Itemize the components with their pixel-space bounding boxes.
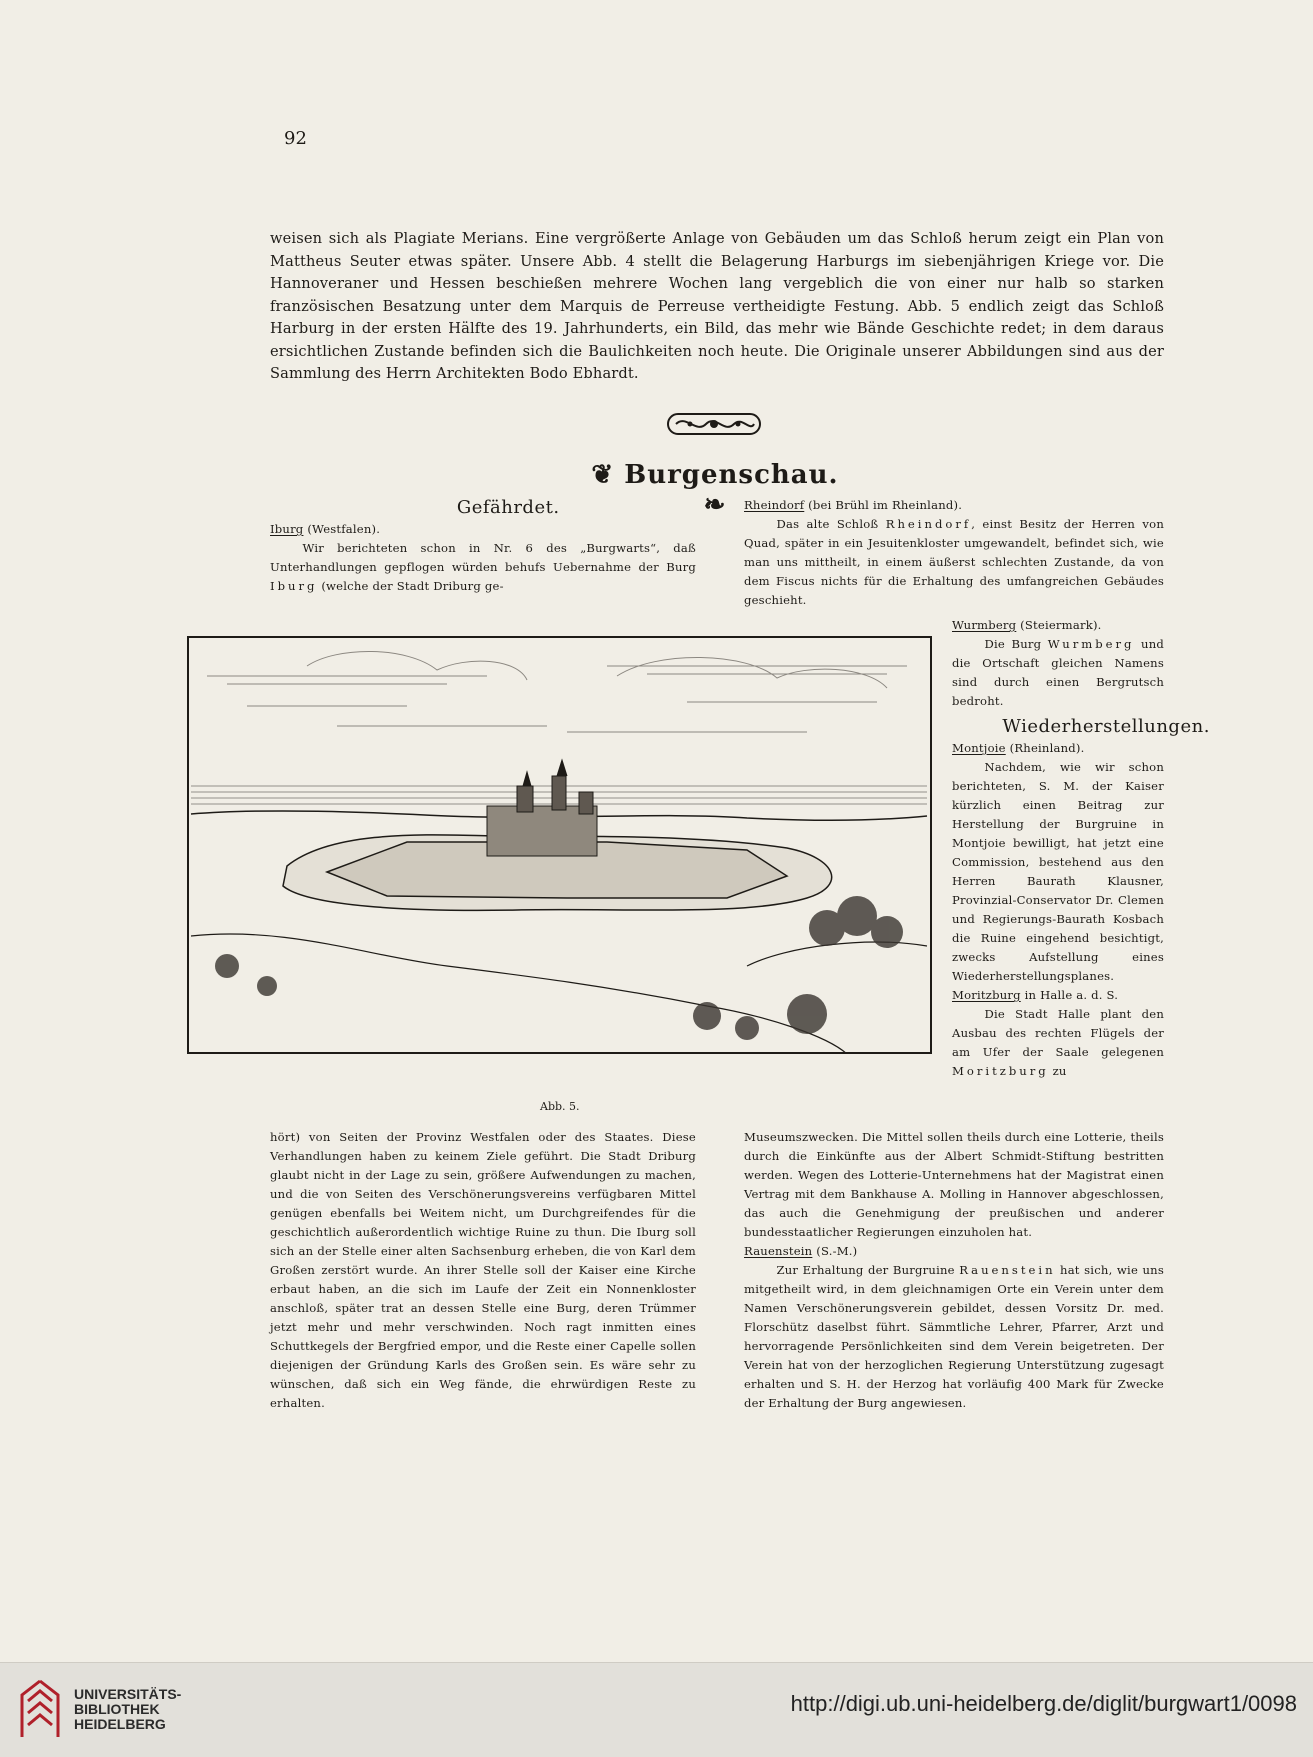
entry-heading-iburg xyxy=(270,520,696,539)
page-number: 92 xyxy=(284,128,307,149)
place-name: Montjoie xyxy=(952,741,1006,755)
spaced-name: Wurmberg xyxy=(1047,637,1135,651)
intro-paragraph: weisen sich als Plagiate Merians. Eine vergrößerte Anlage von Gebäuden um das Schloß herum zeigt ein Plan von Mattheus Seuter etwas später. Unsere Abb. 4 stellt die Belagerung Harburgs im siebenjährigen Kriege vor. Die Hannoveraner und Hessen beschießen mehrere Wochen lang vergeblich die von einer nur halb so starken französischen Besatzung unter dem Marquis de Perreuse vertheidigte Festung. Abb. 5 endlich zeigt das Schloß Harburg in der ersten Hälfte des 19. Jahrhunderts, ein Bild, das mehr wie Bände Geschichte redet; in dem daraus ersichtlichen Zustande befinden sich die Baulichkeiten noch heute. Die Originale unserer Abbildungen sind aus der Sammlung des Herrn Architekten Bodo Ebhardt. xyxy=(270,230,1164,382)
text: hat sich, wie uns mitgetheilt wird, in dem gleichnamigen Orte ein Verein unter dem Namen Verschönerungsverein gebildet, dessen Vorsitz Dr. med. Florschütz daselbst führt. Sämmtliche Lehrer, Pfarrer, Arzt und hervorragende Persönlichkeiten sind dem Verein beigetreten. Der Verein hat von der herzoglichen Regierung Unterstützung zugesagt erhalten und S. H. der Herzog hat vorläufig 400 Mark für Zwecke der Erhaltung der Burg angewiesen. xyxy=(744,1263,1164,1410)
paragraph-rauenstein xyxy=(744,1261,1164,1413)
heading-wiederherstellungen: Wiederherstellungen. xyxy=(1002,716,1210,737)
region: (bei Brühl im Rheinland). xyxy=(804,498,963,512)
paragraph-wurmberg xyxy=(952,635,1164,711)
library-name xyxy=(74,1687,181,1732)
entry-heading-rheindorf xyxy=(744,496,1164,515)
spaced-name: Moritzburg xyxy=(952,1064,1049,1078)
library-name-line: UNIVERSITÄTS- xyxy=(74,1686,182,1702)
left-column-top xyxy=(270,496,696,596)
paragraph-montjoie: Nachdem, wie wir schon berichteten, S. M. der Kaiser kürzlich einen Beitrag zur Herstellung der Burgruine in Montjoie bewilligt, hat jetzt eine Commission, bestehend aus den Herren Baurath Klausner, Provinzial-Conservator Dr. Clemen und Regierungs-Baurath Kosbach die Ruine eingehend besichtigt, zwecks Aufstellung eines Wiederherstellungsplanes. xyxy=(952,760,1164,983)
spaced-name: Iburg xyxy=(270,579,318,593)
right-column-top xyxy=(744,496,1164,610)
entry-heading-montjoie xyxy=(952,739,1164,758)
text: (welche der Stadt Driburg ge- xyxy=(317,579,504,593)
text: Zur Erhaltung der Burgruine xyxy=(776,1263,960,1277)
paragraph-rheindorf xyxy=(744,515,1164,610)
source-url-link[interactable]: http://digi.ub.uni-heidelberg.de/diglit/burgwart1/0098 xyxy=(790,1691,1297,1716)
spaced-name: Rheindorf xyxy=(885,517,972,531)
paragraph-iburg xyxy=(270,539,696,596)
section-title-text: Burgenschau. xyxy=(624,460,839,490)
text: zu xyxy=(1048,1064,1067,1078)
text: und die Ortschaft gleichen Namens sind durch einen Bergrutsch bedroht. xyxy=(952,637,1164,708)
text: Wir berichteten schon in Nr. 6 des „Burgwarts“, daß Unterhandlungen gepflogen würden behufs Uebernahme der Burg xyxy=(270,541,696,574)
castle-engraving-figure xyxy=(187,636,932,1054)
paragraph-iburg-continued: hört) von Seiten der Provinz Westfalen oder des Staates. Diese Verhandlungen haben zu keinem Ziele geführt. Die Stadt Driburg glaubt nicht in der Lage zu sein, größere Aufwendungen zu machen, und die von Seiten des Verschönerungsvereins verfügbaren Mittel genügen ebenfalls bei Weitem nicht, um Durchgreifendes für die geschichtlich außerordentlich wichtige Ruine zu thun. Die Iburg soll sich an der Stelle einer alten Sachsenburg erheben, die von Karl dem Großen zerstört wurde. An ihrer Stelle soll der Kaiser eine Kirche erbaut haben, an die sich im Laufe der Zeit ein Nonnenkloster anschloß, später trat an dessen Stelle eine Burg, deren Trümmer jetzt mehr und mehr verschwinden. Noch ragt inmitten eines Schuttkegels der Bergfried empor, und die Reste einer Capelle sollen diejenigen der Gründung Karls des Großen sein. Es wäre sehr zu wünschen, daß sich ein Weg fände, die ehrwürdigen Reste zu erhalten. xyxy=(270,1130,696,1410)
text: Die Burg xyxy=(984,637,1048,651)
region: (Westfalen). xyxy=(303,522,381,536)
right-column-bottom xyxy=(744,1128,1164,1413)
paragraph-moritzburg xyxy=(952,1005,1164,1081)
spaced-name: Rauenstein xyxy=(959,1263,1056,1277)
place-name: Iburg xyxy=(270,522,304,536)
region: (Rheinland). xyxy=(1005,741,1085,755)
text: , einst Besitz der Herren von Quad, später in ein Jesuitenkloster umgewandelt, befindet sich, wie man uns mittheilt, in einem äußerst schlechten Zustande, da von dem Fiscus nichts für die Erhaltung des umfangreichen Gebäudes geschieht. xyxy=(744,517,1165,607)
place-name: Moritzburg xyxy=(952,988,1021,1002)
region: in Halle a. d. S. xyxy=(1020,988,1119,1002)
right-narrow-column xyxy=(952,616,1210,1081)
text: Das alte Schloß xyxy=(776,517,886,531)
region: (Steiermark). xyxy=(1016,618,1102,632)
text: Die Stadt Halle plant den Ausbau des rechten Flügels der am Ufer der Saale gelegenen xyxy=(952,1007,1164,1059)
paragraph-moritzburg-continued: Museumszwecken. Die Mittel sollen theils durch eine Lotterie, theils durch die Einkünfte aus der Albert Schmidt-Stiftung bestritten werden. Wegen des Lotterie-Unternehmens hat der Magistrat einen Vertrag mit dem Bankhause A. Molling in Hannover abgeschlossen, das auch die Genehmigung der preußischen und anderer bundesstaatlicher Regierungen einzuholen hat. xyxy=(744,1130,1164,1239)
left-column-bottom xyxy=(270,1128,696,1413)
library-footer xyxy=(0,1662,1313,1757)
heading-gefaehrdet: Gefährdet. xyxy=(456,497,560,518)
entry-heading-moritzburg xyxy=(952,986,1164,1005)
region: (S.-M.) xyxy=(812,1244,858,1258)
fleuron-right-icon: ❧ xyxy=(703,490,727,520)
place-name: Wurmberg xyxy=(952,618,1017,632)
entry-heading-wurmberg xyxy=(952,616,1164,635)
entry-heading-rauenstein xyxy=(744,1242,1164,1261)
place-name: Rheindorf xyxy=(744,498,805,512)
library-name-line: BIBLIOTHEK xyxy=(74,1701,160,1717)
fleuron-left-icon: ❦ xyxy=(591,460,615,490)
library-name-line: HEIDELBERG xyxy=(74,1716,166,1732)
library-logo-icon xyxy=(18,1679,62,1739)
place-name: Rauenstein xyxy=(744,1244,813,1258)
decorative-ornament-icon xyxy=(666,410,762,438)
figure-caption: Abb. 5. xyxy=(540,1100,580,1113)
